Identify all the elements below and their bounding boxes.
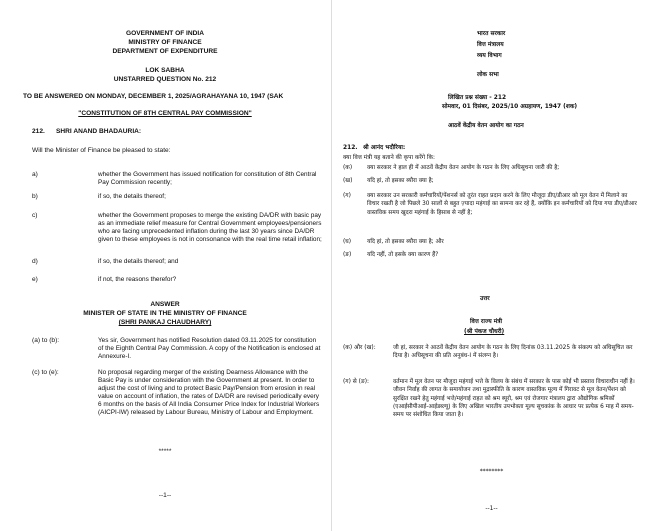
answer-date: सोमवार, 01 दिसंबर, 2025/10 अग्रहायण, 1947 (शक) [442, 104, 578, 110]
house-name: LOK SABHA [145, 67, 185, 74]
minister-title: वित्त राज्य मंत्री [470, 319, 502, 325]
answer-label: (ग) से (ङ): [343, 379, 369, 385]
subject-title: आठवें केंद्रीय वेतन आयोग का गठन [448, 123, 524, 129]
item-label: (घ) [343, 239, 352, 245]
end-mark: ******** [479, 469, 504, 475]
header-line-2: वित्त मंत्रालय [477, 42, 504, 48]
member-name: श्री आनंद भदौरिया: [363, 145, 406, 151]
hindi-column [333, 0, 650, 531]
item-text: if not, the reasons therefor? [98, 276, 177, 283]
answer-label: (c) to (e): [32, 369, 59, 376]
minister-title: MINISTER OF STATE IN THE MINISTRY OF FINANCE [83, 310, 247, 317]
page-number: --1-- [485, 506, 498, 512]
question-no: UNSTARRED QUESTION No. 212 [113, 76, 217, 83]
header-line-2: MINISTRY OF FINANCE [128, 39, 202, 46]
item-text: whether the Government has issued notification for constitution of 8th Central Pay Commission recently; [98, 171, 317, 187]
answer-text: जी हां, सरकार ने आठवें केंद्रीय वेतन आयोग के गठन के लिए दिनांक 03.11.2025 के संकल्प को अधिसूचित कर दिया है। अधिसूचना की प्रति अनुबंध-I में संलग्न है। [393, 345, 633, 360]
minister-name: (SHRI PANKAJ CHAUDHARY) [118, 319, 212, 326]
item-label: d) [32, 258, 38, 265]
item-text: यदि हां, तो इसका ब्यौरा क्या है; [367, 178, 434, 184]
answer-heading: उत्तर [480, 296, 490, 302]
end-mark: ***** [158, 448, 172, 455]
member-name: SHRI ANAND BHADAURIA: [56, 128, 142, 135]
item-text: if so, the details thereof; [98, 193, 166, 200]
column-divider [331, 0, 332, 531]
answer-label: (क) और (ख): [343, 345, 376, 351]
item-text: यदि हां, तो इसका ब्यौरा क्या है; और [367, 239, 444, 245]
item-text: क्या सरकार उन सरकारी कर्मचारियों/पेंशनर्स को तुरंत राहत प्रदान करने के लिए मौजूदा डीए/डीआर को मूल वेतन में मिलाने का विचार रखती है जो पिछले 30 सालों से बहुत ज़्यादा महंगाई का सामना कर रहे हैं, क्योंकि इन कर्मचारियों को दिया गया डीए/डीआर वास्तविक समय खुदरा महंगाई के हिसाब से नहीं है; [367, 193, 637, 216]
header-line-1: भारत सरकार [477, 31, 506, 37]
question-number: 212. [343, 145, 358, 151]
page-number: --1-- [158, 492, 172, 499]
item-label: (क) [343, 165, 353, 171]
answer-date: TO BE ANSWERED ON MONDAY, DECEMBER 1, 2025/AGRAHAYANA 10, 1947 (SAK [23, 93, 284, 100]
answer-heading: ANSWER [150, 301, 180, 308]
question-intro: Will the Minister of Finance be pleased to state: [32, 147, 171, 154]
answer-text: No proposal regarding merger of the existing Dearness Allowance with the Basic Pay is under consideration with the Government at present. In order to adjust the cost of living and to protect Basic Pay/Pension from erosion in real value on account of inflation, the rates of DA/DR are revised periodically every 6 months on the basis of All India Consumer Price Index for Industrial Workers (AICPI-IW) released by Labour Bureau, Ministry of Labour and Employment. [98, 369, 320, 417]
minister-name: (श्री पंकज चौधरी) [464, 329, 505, 335]
item-text: यदि नहीं, तो इसके क्या कारण हैं? [367, 252, 439, 258]
item-label: e) [32, 276, 38, 283]
answer-text: Yes sir, Government has notified Resolution dated 03.11.2025 for constitution of the Eighth Central Pay Commission. A copy of the Notification is enclosed at Annexure-I. [98, 337, 321, 361]
house-name: लोक सभा [477, 72, 499, 78]
item-label: a) [32, 171, 38, 178]
item-label: (ग) [343, 193, 351, 199]
header-line-1: GOVERNMENT OF INDIA [125, 30, 205, 37]
item-label: (ख) [343, 178, 353, 184]
question-intro: क्या वित्त मंत्री यह बताने की कृपा करेंगे कि: [343, 155, 436, 161]
item-text: if so, the details thereof; and [98, 258, 179, 265]
item-text: क्या सरकार ने हाल ही में आठवें केंद्रीय वेतन आयोग के गठन के लिए अधिसूचना जारी की है; [367, 165, 560, 171]
item-label: (ङ) [343, 252, 352, 258]
header-line-3: व्यय विभाग [477, 53, 502, 59]
subject-title: "CONSTITUTION OF 8TH CENTRAL PAY COMMISSION" [78, 110, 252, 117]
answer-label: (a) to (b): [32, 337, 60, 344]
item-text: whether the Government proposes to merge the existing DA/DR with basic pay as an immediate relief measure for Central Government employees/pensioners who are facing unprecedented inflation during the last 30 years since DA/DR given to these employees is not in consonance with the real time retail inflation; [98, 212, 322, 244]
item-label: b) [32, 193, 38, 200]
answer-text: वर्तमान में मूल वेतन पर मौजूदा महंगाई भत्ते के विलय के संबंध में सरकार के पास कोई भी प्रस्ताव विचाराधीन नहीं है। जीवन निर्वाह की लागत के समायोजन तथा मुद्रास्फीति के कारण वास्तविक मूल्य में गिरावट से मूल वेतन/पेंशन को सुरक्षित रखने हेतु महंगाई भत्ते/महंगाई राहत को श्रम ब्यूरो, श्रम एवं रोजगार मंत्रालय द्वारा औद्योगिक श्रमिकों (एआईसीपीआई-आईडब्ल्यू) के लिए अखिल भारतीय उपभोक्ता मूल्य सूचकांक के आधार पर प्रत्येक 6 माह में समय-समय पर संशोधित किया जाता है। [393, 379, 635, 419]
item-label: c) [32, 212, 38, 219]
header-line-3: DEPARTMENT OF EXPENDITURE [112, 48, 218, 55]
question-number: 212. [32, 128, 45, 135]
question-no: लिखित प्रश्न संख्या - 212 [448, 95, 507, 101]
